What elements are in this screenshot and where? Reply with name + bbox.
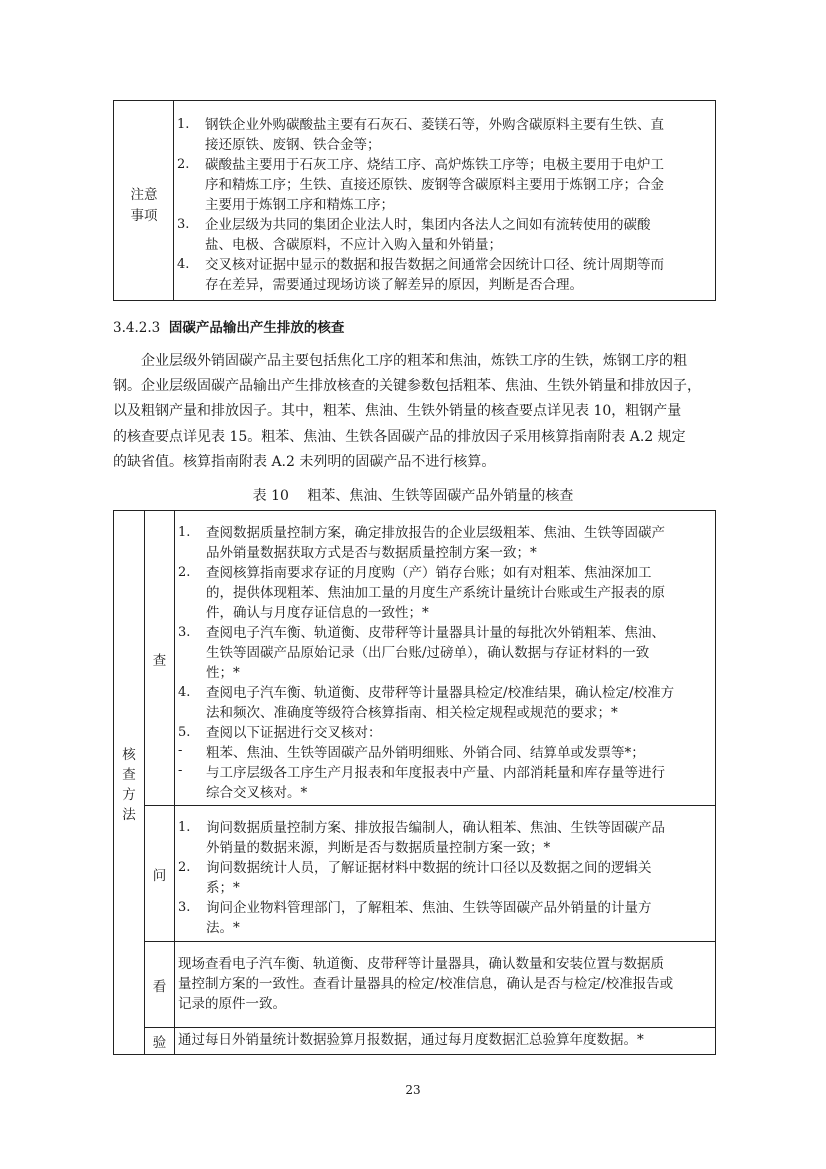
text-line: 量控制方案的一致性。查看计量器具的检定/校准信息，确认是否与检定/校准报告或 [178,976,674,992]
row-body [175,511,715,805]
list-line: 存在差异，需要通过现场访谈了解差异的原因，判断是否合理。 [205,277,583,293]
paragraph-line: 以及粗钢产量和排放因子。其中，粗苯、焦油、生铁外销量的核查要点详见表 10，粗钢产量 [113,403,682,419]
list-number: 3. [178,900,191,915]
row-label: 验 [152,1035,167,1051]
list-number: 3. [177,217,190,232]
paragraph-line: 企业层级外销固碳产品主要包括焦化工序的粗苯和焦油，炼铁工序的生铁，炼钢工序的粗 [141,353,687,369]
list-line: 碳酸盐主要用于石灰工序、烧结工序、高炉炼铁工序等；电极主要用于电炉工 [205,157,664,173]
table-row-ask [145,806,715,942]
row-body [175,1028,715,1054]
text-line: 通过每日外销量统计数据验算月报数据，通过每月度数据汇总验算年度数据。* [178,1032,644,1048]
list-line: 法和频次、准确度等级符合核算指南、相关检定规程或规范的要求；* [206,705,618,721]
page-number: 23 [405,1083,421,1097]
list-line: 外销量的数据来源，判断是否与数据质量控制方案一致；* [206,840,551,856]
row-label-cell [145,806,175,941]
notes-label-line: 事项 [130,208,158,224]
list-line: 询问数据质量控制方案、排放报告编制人，确认粗苯、焦油、生铁等固碳产品 [206,820,665,836]
row-label: 查 [152,653,167,669]
list-line: 性；* [206,665,240,681]
list-number: 5. [178,725,191,740]
list-line: 序和精炼工序；生铁、直接还原铁、废钢等含碳原料主要用于炼钢工序；合金 [205,177,664,193]
notes-table [113,100,716,301]
list-line: 查阅电子汽车衡、轨道衡、皮带秤等计量器具检定/校准结果，确认检定/校准方 [206,685,675,701]
list-number: 2. [177,157,190,172]
list-line: 接还原铁、废钢、铁合金等； [205,137,381,153]
list-number: 4. [177,257,190,272]
text-line: 记录的原件一致。 [178,996,286,1012]
list-line: 法。* [206,920,240,936]
notes-label-line: 注意 [130,187,158,203]
list-line: 钢铁企业外购碳酸盐主要有石灰石、菱镁石等，外购含碳原料主要有生铁、直 [205,117,664,133]
list-line: 查阅数据质量控制方案，确定排放报告的企业层级粗苯、焦油、生铁等固碳产 [206,525,665,541]
list-line: 粗苯、焦油、生铁等固碳产品外销明细账、外销合同、结算单或发票等*； [206,745,645,761]
table-row-look [145,942,715,1028]
list-number: 1. [177,117,190,132]
method-label-char: 查 [122,767,136,783]
list-line: 询问数据统计人员，了解证据材料中数据的统计口径以及数据之间的逻辑关 [206,860,652,876]
row-label: 问 [152,868,167,884]
list-number: 2. [178,860,191,875]
list-number: 2. [178,565,191,580]
list-line: 询问企业物料管理部门，了解粗苯、焦油、生铁等固碳产品外销量的计量方 [206,900,652,916]
row-label: 看 [152,979,167,995]
list-line: 的，提供体现粗苯、焦油加工量的月度生产系统计量统计台账或生产报表的原 [206,585,665,601]
list-number: 1. [178,820,191,835]
table-caption: 表 10 粗苯、焦油、生铁等固碳产品外销量的核查 [252,488,574,504]
paragraph-line: 的核查要点详见表 15。粗苯、焦油、生铁各固碳产品的排放因子采用核算指南附表 A.2 规定 [113,429,686,445]
notes-label-cell [114,101,174,300]
method-label-char: 方 [122,787,136,803]
row-label-cell [145,942,175,1027]
list-line: 主要用于炼钢工序和精炼工序； [205,197,394,213]
list-line: 品外销量数据获取方式是否与数据质量控制方案一致；* [206,545,537,561]
list-dash: - [178,763,183,778]
section-title: 固碳产品输出产生排放的核查 [168,320,345,336]
paragraph-line: 的缺省值。核算指南附表 A.2 未列明的固碳产品不进行核算。 [113,454,496,470]
list-line: 盐、电极、含碳原料，不应计入购入量和外销量； [205,237,502,253]
list-line: 查阅核算指南要求存证的月度购（产）销存台账；如有对粗苯、焦油深加工 [206,565,652,581]
row-body [175,806,715,941]
list-dash: - [178,743,183,758]
list-line: 件，确认与月度存证信息的一致性；* [206,605,429,621]
list-line: 查阅以下证据进行交叉核对： [206,725,382,741]
notes-body [174,101,715,300]
paragraph-line: 钢。企业层级固碳产品输出产生排放核查的关键参数包括粗苯、焦油、生铁外销量和排放因子， [113,378,701,394]
section-number: 3.4.2.3 [113,320,161,336]
method-label-char: 核 [122,747,136,763]
row-label-cell [145,1028,175,1054]
row-body [175,942,715,1027]
list-number: 1. [178,525,191,540]
section-heading [113,316,344,336]
table-row-check [145,511,715,806]
table-row-verify [145,1028,715,1054]
list-line: 生铁等固碳产品原始记录（出厂台账/过磅单），确认数据与存证材料的一致 [206,645,650,661]
verification-table [113,510,716,1055]
list-line: 企业层级为共同的集团企业法人时，集团内各法人之间如有流转使用的碳酸 [205,217,651,233]
list-line: 与工序层级各工序生产月报表和年度报表中产量、内部消耗量和库存量等进行 [206,765,665,781]
method-label-char: 法 [122,807,136,823]
list-number: 4. [178,685,191,700]
list-line: 查阅电子汽车衡、轨道衡、皮带秤等计量器具计量的每批次外销粗苯、焦油、 [206,625,665,641]
list-line: 系；* [206,880,240,896]
list-line: 交叉核对证据中显示的数据和报告数据之间通常会因统计口径、统计周期等而 [205,257,664,273]
row-label-cell [145,511,175,805]
text-line: 现场查看电子汽车衡、轨道衡、皮带秤等计量器具，确认数量和安装位置与数据质 [178,956,664,972]
list-number: 3. [178,625,191,640]
method-label-cell [114,511,145,1054]
list-line: 综合交叉核对。* [206,785,308,801]
